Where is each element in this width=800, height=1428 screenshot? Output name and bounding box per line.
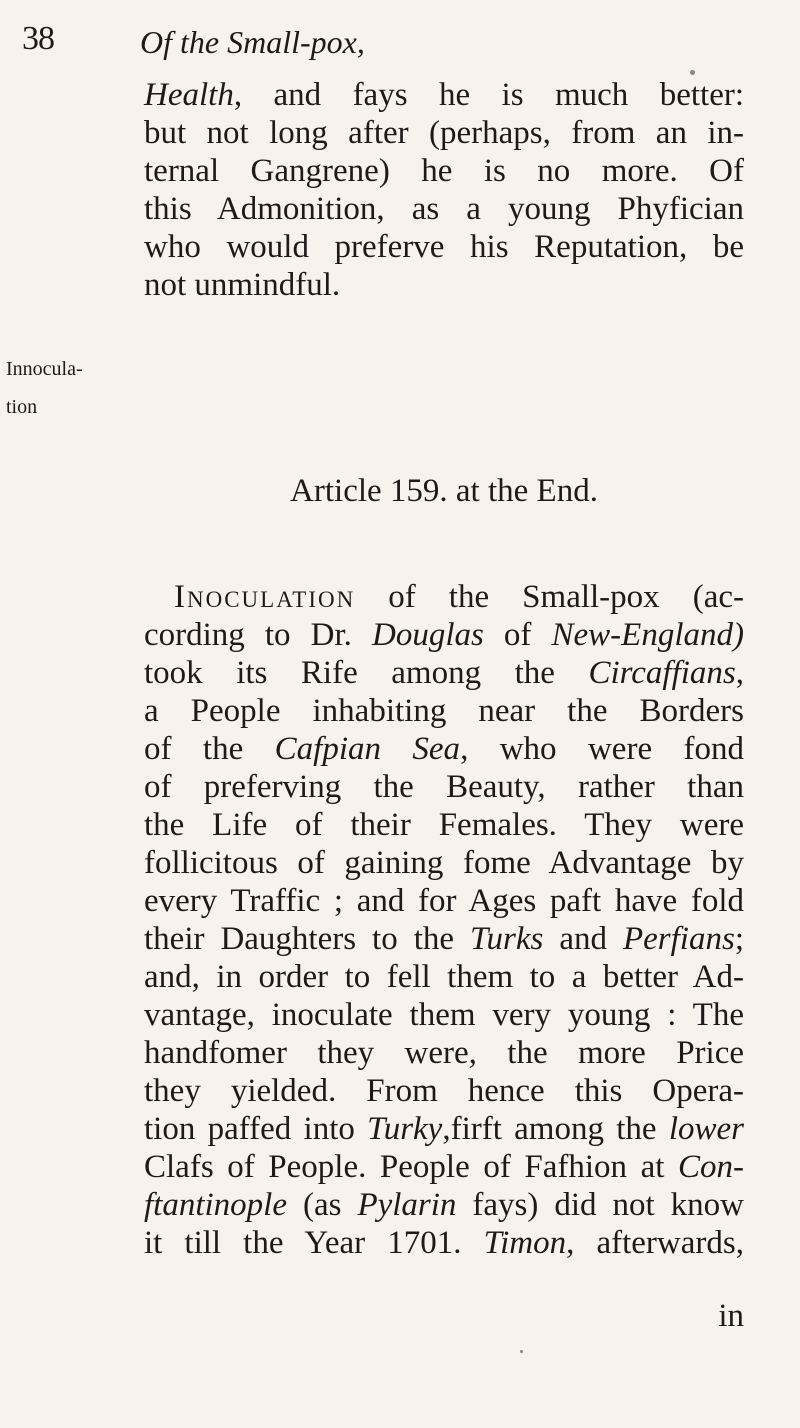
text-line (144, 114, 744, 152)
italic-text: lower (668, 1111, 744, 1147)
italic-text: Turky (367, 1111, 443, 1147)
text-line (144, 654, 744, 692)
italic-text: Timon (483, 1225, 567, 1261)
text-run: tion paffed into (144, 1111, 368, 1147)
text-run: and (543, 921, 623, 957)
text-line (144, 692, 744, 730)
text-line (144, 996, 744, 1034)
text-run: , afterwards, (566, 1225, 744, 1261)
text-line (144, 616, 744, 654)
text-run: of the Small-pox (ac- (355, 579, 744, 615)
text-run: of the (144, 731, 275, 767)
margin-note-line-2: tion (6, 396, 38, 418)
catchword: in (718, 1298, 744, 1334)
text-run: not unmindful. (144, 267, 341, 303)
italic-text: Cafpian Sea (274, 731, 461, 767)
text-run: , who were fond (460, 731, 744, 767)
article-heading: Article 159. at the End. (290, 473, 598, 509)
text-line (144, 1110, 744, 1148)
text-run: fays) did not know (456, 1187, 745, 1223)
text-line (144, 1186, 744, 1224)
text-run: vantage, inoculate them very young : The (144, 997, 744, 1033)
text-run: handfomer they were, the more Price (144, 1035, 744, 1071)
text-run: , (735, 655, 744, 691)
text-line (144, 152, 744, 190)
text-run: took its Rife among the (144, 655, 589, 691)
text-run: every Traffic ; and for Ages paft have fold (144, 883, 744, 919)
margin-note-line-1: Innocula- (6, 358, 83, 380)
text-line (144, 578, 744, 616)
paper-speck (520, 1350, 523, 1353)
text-line (144, 730, 744, 768)
italic-text: ftantinople (144, 1187, 287, 1223)
page-number: 38 (22, 20, 54, 57)
text-line (144, 266, 744, 304)
text-run: they yielded. From hence this Opera- (144, 1073, 744, 1109)
text-line (144, 76, 744, 114)
text-run: follicitous of gaining fome Advantage by (144, 845, 744, 881)
text-run: Clafs of People. People of Fafhion at (144, 1149, 678, 1185)
text-run: ,firft among the (442, 1111, 669, 1147)
text-run: of preferving the Beauty, rather than (144, 769, 744, 805)
text-run: but not long after (perhaps, from an in- (144, 115, 744, 151)
text-run: it till the Year 1701. (144, 1225, 484, 1261)
text-run: their Daughters to the (144, 921, 470, 957)
text-line (144, 1148, 744, 1186)
text-run: , and fays he is much better: (233, 77, 744, 113)
italic-text: Perfians (622, 921, 735, 957)
italic-text: Health (144, 77, 234, 113)
text-line (144, 806, 744, 844)
text-run: cording to Dr. (144, 617, 372, 653)
text-run: this Admonition, as a young Phyfician (144, 191, 744, 227)
running-head: Of the Small-pox, (140, 24, 365, 60)
paper-speck (690, 70, 695, 75)
text-run: who would preferve his Reputation, be (144, 229, 744, 265)
text-line (144, 1224, 744, 1262)
italic-text: Circaffians (588, 655, 736, 691)
text-line (144, 882, 744, 920)
text-line (144, 768, 744, 806)
text-run: ; (734, 921, 744, 957)
text-run: (as (287, 1187, 358, 1223)
text-run: ternal Gangrene) he is no more. Of (144, 153, 744, 189)
italic-text: Pylarin (357, 1187, 457, 1223)
italic-text: Con- (678, 1149, 744, 1185)
text-line (144, 190, 744, 228)
text-line (144, 920, 744, 958)
text-line (144, 958, 744, 996)
text-run: and, in order to fell them to a better Ad- (144, 959, 744, 995)
text-run: of (483, 617, 552, 653)
text-run: a People inhabiting near the Borders (144, 693, 744, 729)
text-line (144, 844, 744, 882)
text-run: the Life of their Females. They were (144, 807, 744, 843)
italic-text: Douglas (372, 617, 484, 653)
text-run: Inoculation (174, 579, 356, 615)
italic-text: New-England) (551, 617, 744, 653)
text-line (144, 1034, 744, 1072)
text-line (144, 1072, 744, 1110)
italic-text: Turks (470, 921, 544, 957)
text-line (144, 228, 744, 266)
